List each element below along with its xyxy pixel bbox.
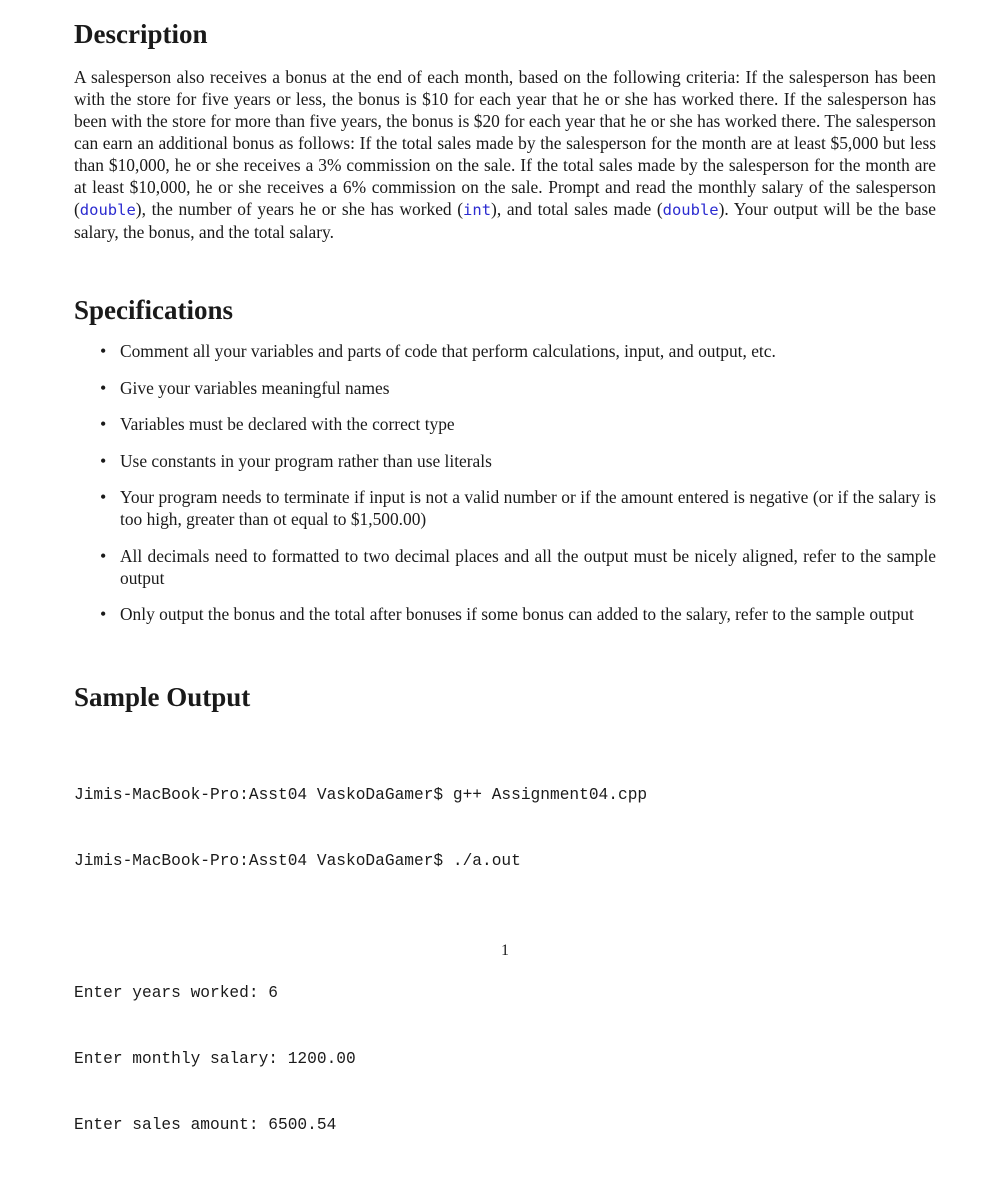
terminal-line: Jimis-MacBook-Pro:Asst04 VaskoDaGamer$ g++ Assignment04.cpp <box>74 786 648 804</box>
terminal-line: Jimis-MacBook-Pro:Asst04 VaskoDaGamer$ ./a.out <box>74 852 521 870</box>
description-text-3: ), and total sales made ( <box>491 199 663 219</box>
sample-output-heading: Sample Output <box>74 682 251 712</box>
spec-item: • Your program needs to terminate if input is not a valid number or if the amount entered is negative (or if the salary is too high, greater than ot equal to $1,500.00) <box>74 486 936 530</box>
description-text-1: A salesperson also receives a bonus at the end of each month, based on the following criteria: If the salesperson has been with the store for five years or less, the bonus is $10 for each year that he or she has worked there. If the salesperson has been with the store for more than five years, the bonus is $20 for each year that he or she has worked there. The salesperson can earn an additional bonus as follows: If the total sales made by the salesperson for the month are at least $5,000 but less than $10,000, he or she receives a 3% commission on the sale. If the total sales made by the salesperson for the month are at least $10,000, he or she receives a 6% commission on the sale. Prompt and read the monthly salary of the salesperson ( <box>74 67 936 219</box>
spec-item: • Give your variables meaningful names <box>74 377 936 399</box>
spec-item: • Only output the bonus and the total after bonuses if some bonus can added to the salary, refer to the sample output <box>74 603 936 625</box>
type-double-code: double <box>79 201 136 219</box>
description-heading: Description <box>74 19 208 49</box>
terminal-line: Enter sales amount: 6500.54 <box>74 1116 337 1134</box>
specifications-list <box>74 340 936 640</box>
terminal-line: Enter years worked: 6 <box>74 984 278 1002</box>
specifications-heading: Specifications <box>74 295 233 325</box>
type-double-code-2: double <box>662 201 719 219</box>
description-paragraph <box>74 66 936 243</box>
terminal-blank-line <box>74 916 936 938</box>
spec-item: • Comment all your variables and parts of code that perform calculations, input, and output, etc. <box>74 340 936 362</box>
spec-item: • Variables must be declared with the correct type <box>74 413 936 435</box>
spec-item: • All decimals need to formatted to two decimal places and all the output must be nicely aligned, refer to the sample output <box>74 545 936 589</box>
description-text-4: ). Your output will be the base salary, the bonus, and the total salary. <box>74 199 937 242</box>
description-text-2: ), the number of years he or she has worked ( <box>135 199 464 219</box>
type-int-code: int <box>463 201 492 219</box>
spec-item: • Use constants in your program rather than use literals <box>74 450 936 472</box>
terminal-line: Enter monthly salary: 1200.00 <box>74 1050 356 1068</box>
page-number: 1 <box>501 942 509 959</box>
terminal-output <box>74 740 936 1180</box>
